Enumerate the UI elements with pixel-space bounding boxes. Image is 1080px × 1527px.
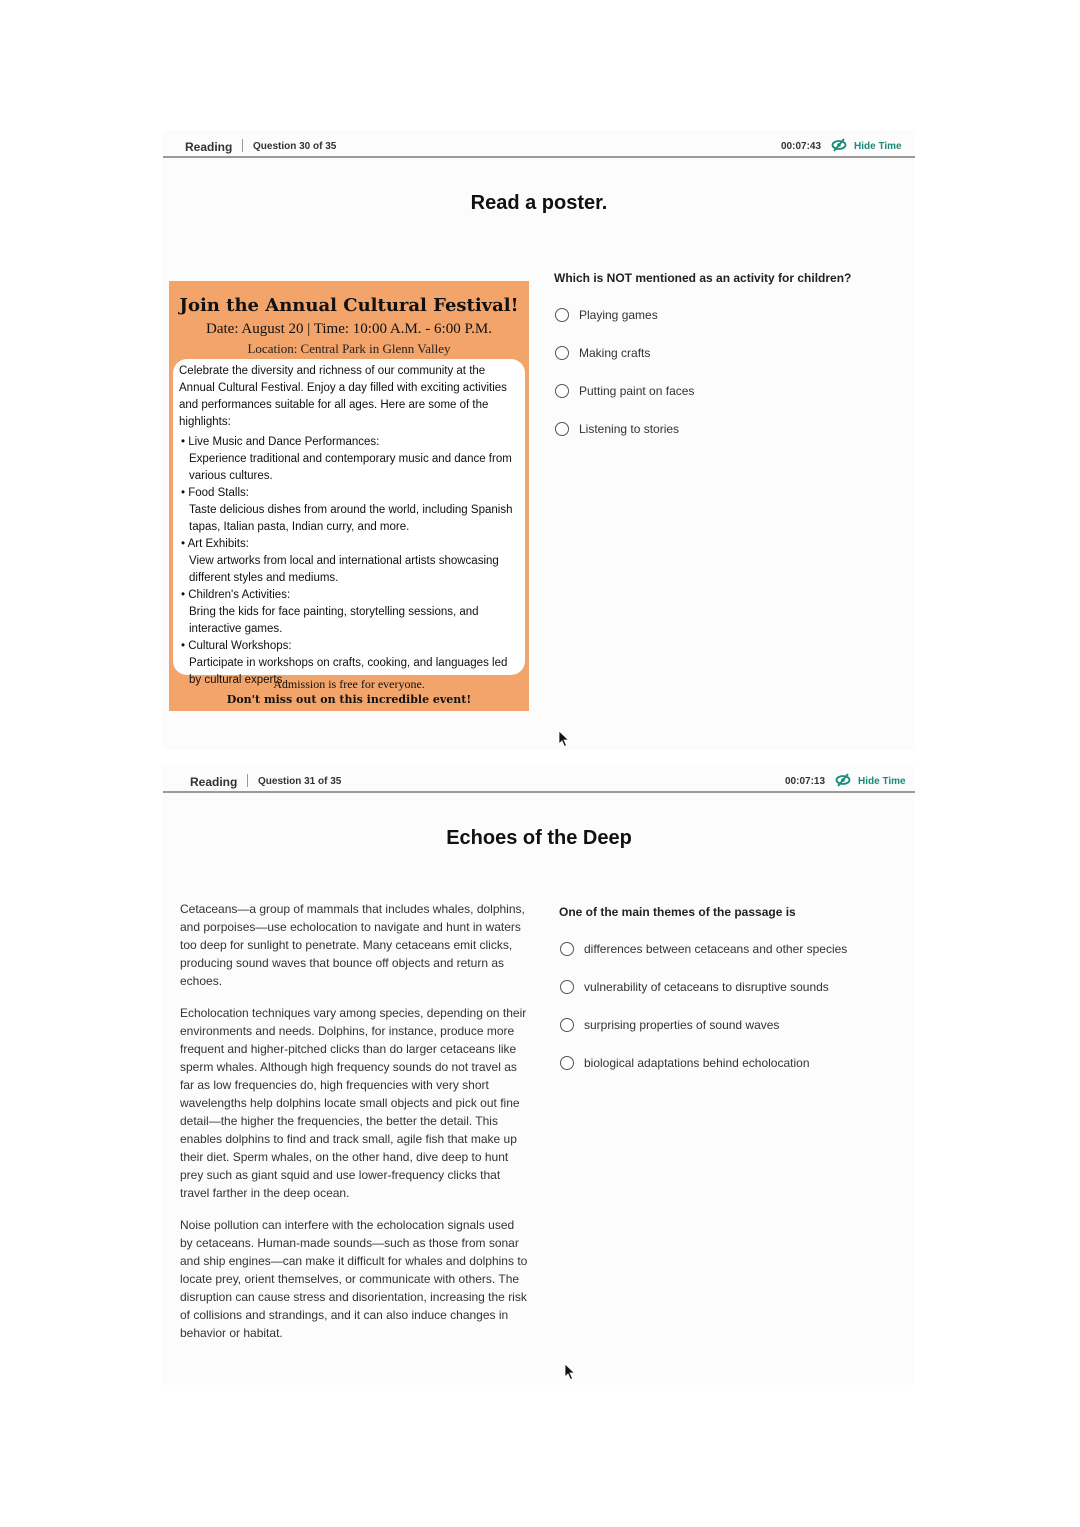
hide-time-button[interactable]: Hide Time	[854, 141, 902, 152]
answer-option[interactable]	[560, 939, 847, 959]
timer: 00:07:13	[785, 776, 826, 787]
highlight-item	[179, 485, 519, 536]
reading-passage	[180, 900, 530, 1356]
highlight-text: Taste delicious dishes from around the world, including Spanish tapas, Italian pasta, Indian curry, and more.	[189, 504, 513, 533]
question-prompt: One of the main themes of the passage is	[559, 905, 796, 919]
option-label: surprising properties of sound waves	[584, 1018, 780, 1032]
poster-date: Date: August 20 | Time: 10:00 A.M. - 6:00 P.M.	[206, 321, 492, 337]
divider	[247, 774, 248, 787]
poster-location: Location: Central Park in Glenn Valley	[247, 341, 451, 356]
radio-button[interactable]	[560, 1056, 574, 1070]
screenshot-question-30	[163, 130, 915, 750]
section-label: Reading	[185, 140, 233, 154]
highlight-text: Experience traditional and contemporary music and dance from various cultures.	[189, 453, 512, 482]
radio-button[interactable]	[560, 1018, 574, 1032]
top-bar	[163, 765, 915, 793]
highlight-heading: • Food Stalls:	[181, 487, 249, 499]
passage-paragraph: Echolocation techniques vary among species, depending on their environments and needs. Dolphins, for instance, produce more frequent and higher-pitched clicks than do larger cetaceans like sperm whales. Although high frequency sounds do not travel as far as low frequencies do, high frequencies with very short wavelengths help dolphins locate small objects and pick out fine detail—the higher the frequencies, the better the detail. This enables dolphins to find and track small, agile fish that make up their diet. Sperm whales, on the other hand, dive deep to hunt prey such as giant squid and use lower-frequency clicks that travel farther in the deep ocean.	[180, 1006, 527, 1200]
option-label: Listening to stories	[579, 422, 680, 436]
option-label: Putting paint on faces	[579, 384, 695, 398]
highlight-heading: • Live Music and Dance Performances:	[181, 436, 380, 448]
highlight-heading: • Children's Activities:	[181, 589, 291, 601]
section-label: Reading	[190, 775, 238, 789]
timer: 00:07:43	[781, 141, 822, 152]
answer-option[interactable]	[560, 977, 829, 997]
highlight-item	[179, 587, 519, 638]
page-title: Echoes of the Deep	[446, 827, 632, 849]
poster-intro: Celebrate the diversity and richness of our community at the Annual Cultural Festival. Enjoy a day filled with exciting activities and performances suitable for all ages. Here are some of the highlights:	[179, 365, 507, 428]
option-label: differences between cetaceans and other species	[584, 942, 848, 956]
festival-poster	[169, 281, 529, 711]
answer-option[interactable]	[560, 1015, 779, 1035]
mouse-cursor-icon	[558, 730, 570, 748]
poster-title: Join the Annual Cultural Festival!	[179, 295, 519, 316]
highlight-text: View artworks from local and international artists showcasing different styles and mediums.	[189, 555, 499, 584]
answer-option[interactable]	[555, 343, 650, 363]
highlight-item	[179, 434, 519, 485]
mouse-cursor-icon	[564, 1363, 576, 1381]
hide-time-button[interactable]: Hide Time	[858, 776, 906, 787]
answer-option[interactable]	[560, 1053, 810, 1073]
radio-button[interactable]	[555, 384, 569, 398]
highlight-heading: • Cultural Workshops:	[181, 640, 292, 652]
passage-paragraph: Cetaceans—a group of mammals that includes whales, dolphins, and porpoises—use echolocation to navigate and hunt in waters too deep for sunlight to penetrate. Many cetaceans emit clicks, producing sound waves that bounce off objects and return as echoes.	[180, 902, 525, 988]
eye-slash-icon[interactable]	[831, 138, 847, 152]
highlight-text: Participate in workshops on crafts, cooking, and languages led by cultural experts.	[189, 657, 508, 686]
answer-option[interactable]	[555, 419, 679, 439]
radio-button[interactable]	[560, 980, 574, 994]
eye-slash-icon[interactable]	[835, 773, 851, 787]
page-title: Read a poster.	[470, 192, 608, 214]
highlight-heading: • Art Exhibits:	[181, 538, 249, 550]
highlight-text: Bring the kids for face painting, storytelling sessions, and interactive games.	[189, 606, 479, 635]
radio-button[interactable]	[555, 346, 569, 360]
answer-option[interactable]	[555, 305, 658, 325]
top-bar	[163, 130, 915, 158]
screenshot-question-31	[163, 765, 915, 1385]
option-label: Playing games	[579, 308, 658, 322]
passage-paragraph: Noise pollution can interfere with the echolocation signals used by cetaceans. Human-made sounds—such as those from sonar and ship engines—can make it difficult for whales and dolphins to locate prey, orient themselves, or communicate with others. The disruption can cause stress and disorientation, increasing the risk of collisions and strandings, and it can also induce changes in behavior or habitat.	[180, 1218, 528, 1340]
poster-tagline: Don't miss out on this incredible event!	[226, 693, 472, 706]
highlight-item	[179, 536, 519, 587]
divider	[242, 139, 243, 152]
poster-admission: Admission is free for everyone.	[273, 677, 425, 691]
answer-option[interactable]	[555, 381, 694, 401]
option-label: vulnerability of cetaceans to disruptive sounds	[584, 980, 829, 994]
option-label: Making crafts	[579, 346, 651, 360]
radio-button[interactable]	[555, 308, 569, 322]
question-counter: Question 30 of 35	[253, 141, 337, 152]
question-counter: Question 31 of 35	[258, 776, 342, 787]
question-prompt: Which is NOT mentioned as an activity for children?	[554, 271, 852, 285]
radio-button[interactable]	[560, 942, 574, 956]
radio-button[interactable]	[555, 422, 569, 436]
option-label: biological adaptations behind echolocation	[584, 1056, 810, 1070]
